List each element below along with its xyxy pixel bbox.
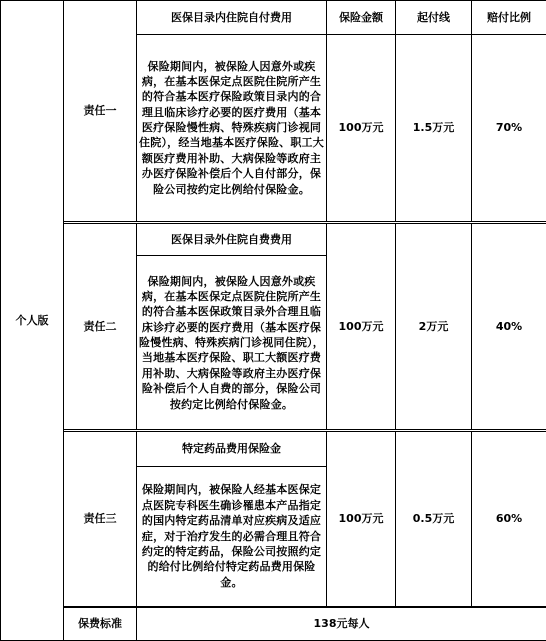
table-row — [1, 432, 546, 466]
deductible-value: 2万元 — [396, 224, 472, 430]
coverage-title: 医保目录内住院自付费用 — [137, 1, 327, 35]
coverage-description: 保险期间内，被保险人因意外或疾病，在基本医保定点医院住院所产生的符合基本医保政策目录外合理且临床诊疗必要的医疗费用（基本医疗保险慢性病、特殊疾病门诊视同住院），当地基本医疗保险、职工大额医疗费用补助、大病保险等政府主办医疗保险补偿后个人自费的部分，保险公司按约定比例给付保险金。 — [137, 256, 327, 430]
responsibility-label: 责任三 — [64, 432, 137, 606]
premium-value: 138元每人 — [137, 607, 546, 640]
table-row — [1, 607, 546, 640]
payout-ratio-value: 60% — [472, 432, 546, 606]
deductible-value: 1.5万元 — [396, 35, 472, 221]
coverage-description: 保险期间内，被保险人经基本医保定点医院专科医生确诊罹患本产品指定的国内特定药品清单对应疾病及适应症，对于治疗发生的必需合理且符合约定的特定药品，保险公司按照约定的给付比例给付特定药品费用保险金。 — [137, 466, 327, 606]
deductible-value: 0.5万元 — [396, 432, 472, 606]
responsibility-label: 责任一 — [64, 1, 137, 222]
payout-ratio-value: 40% — [472, 224, 546, 430]
premium-label: 保费标准 — [64, 607, 137, 640]
payout-ratio-value: 70% — [472, 35, 546, 221]
table-row — [1, 1, 546, 35]
sum-insured-value: 100万元 — [327, 224, 396, 430]
header-payout-ratio: 赔付比例 — [472, 1, 546, 35]
header-sum-insured: 保险金额 — [327, 1, 396, 35]
table-row — [1, 224, 546, 256]
coverage-title: 医保目录外住院自费费用 — [137, 224, 327, 256]
sum-insured-value: 100万元 — [327, 35, 396, 221]
responsibility-label: 责任二 — [64, 224, 137, 430]
version-label: 个人版 — [1, 1, 64, 641]
coverage-title: 特定药品费用保险金 — [137, 432, 327, 466]
coverage-description: 保险期间内，被保险人因意外或疾病，在基本医保定点医院住院所产生的符合基本医疗保险政策目录内的合理且临床诊疗必要的医疗费用（基本医疗保险慢性病、特殊疾病门诊视同住院），经当地基本医疗保险、职工大额医疗费用补助、大病保险等政府主办医疗保险补偿后个人自付部分，保险公司按约定比例给付保险金。 — [137, 35, 327, 221]
header-deductible: 起付线 — [396, 1, 472, 35]
sum-insured-value: 100万元 — [327, 432, 396, 606]
